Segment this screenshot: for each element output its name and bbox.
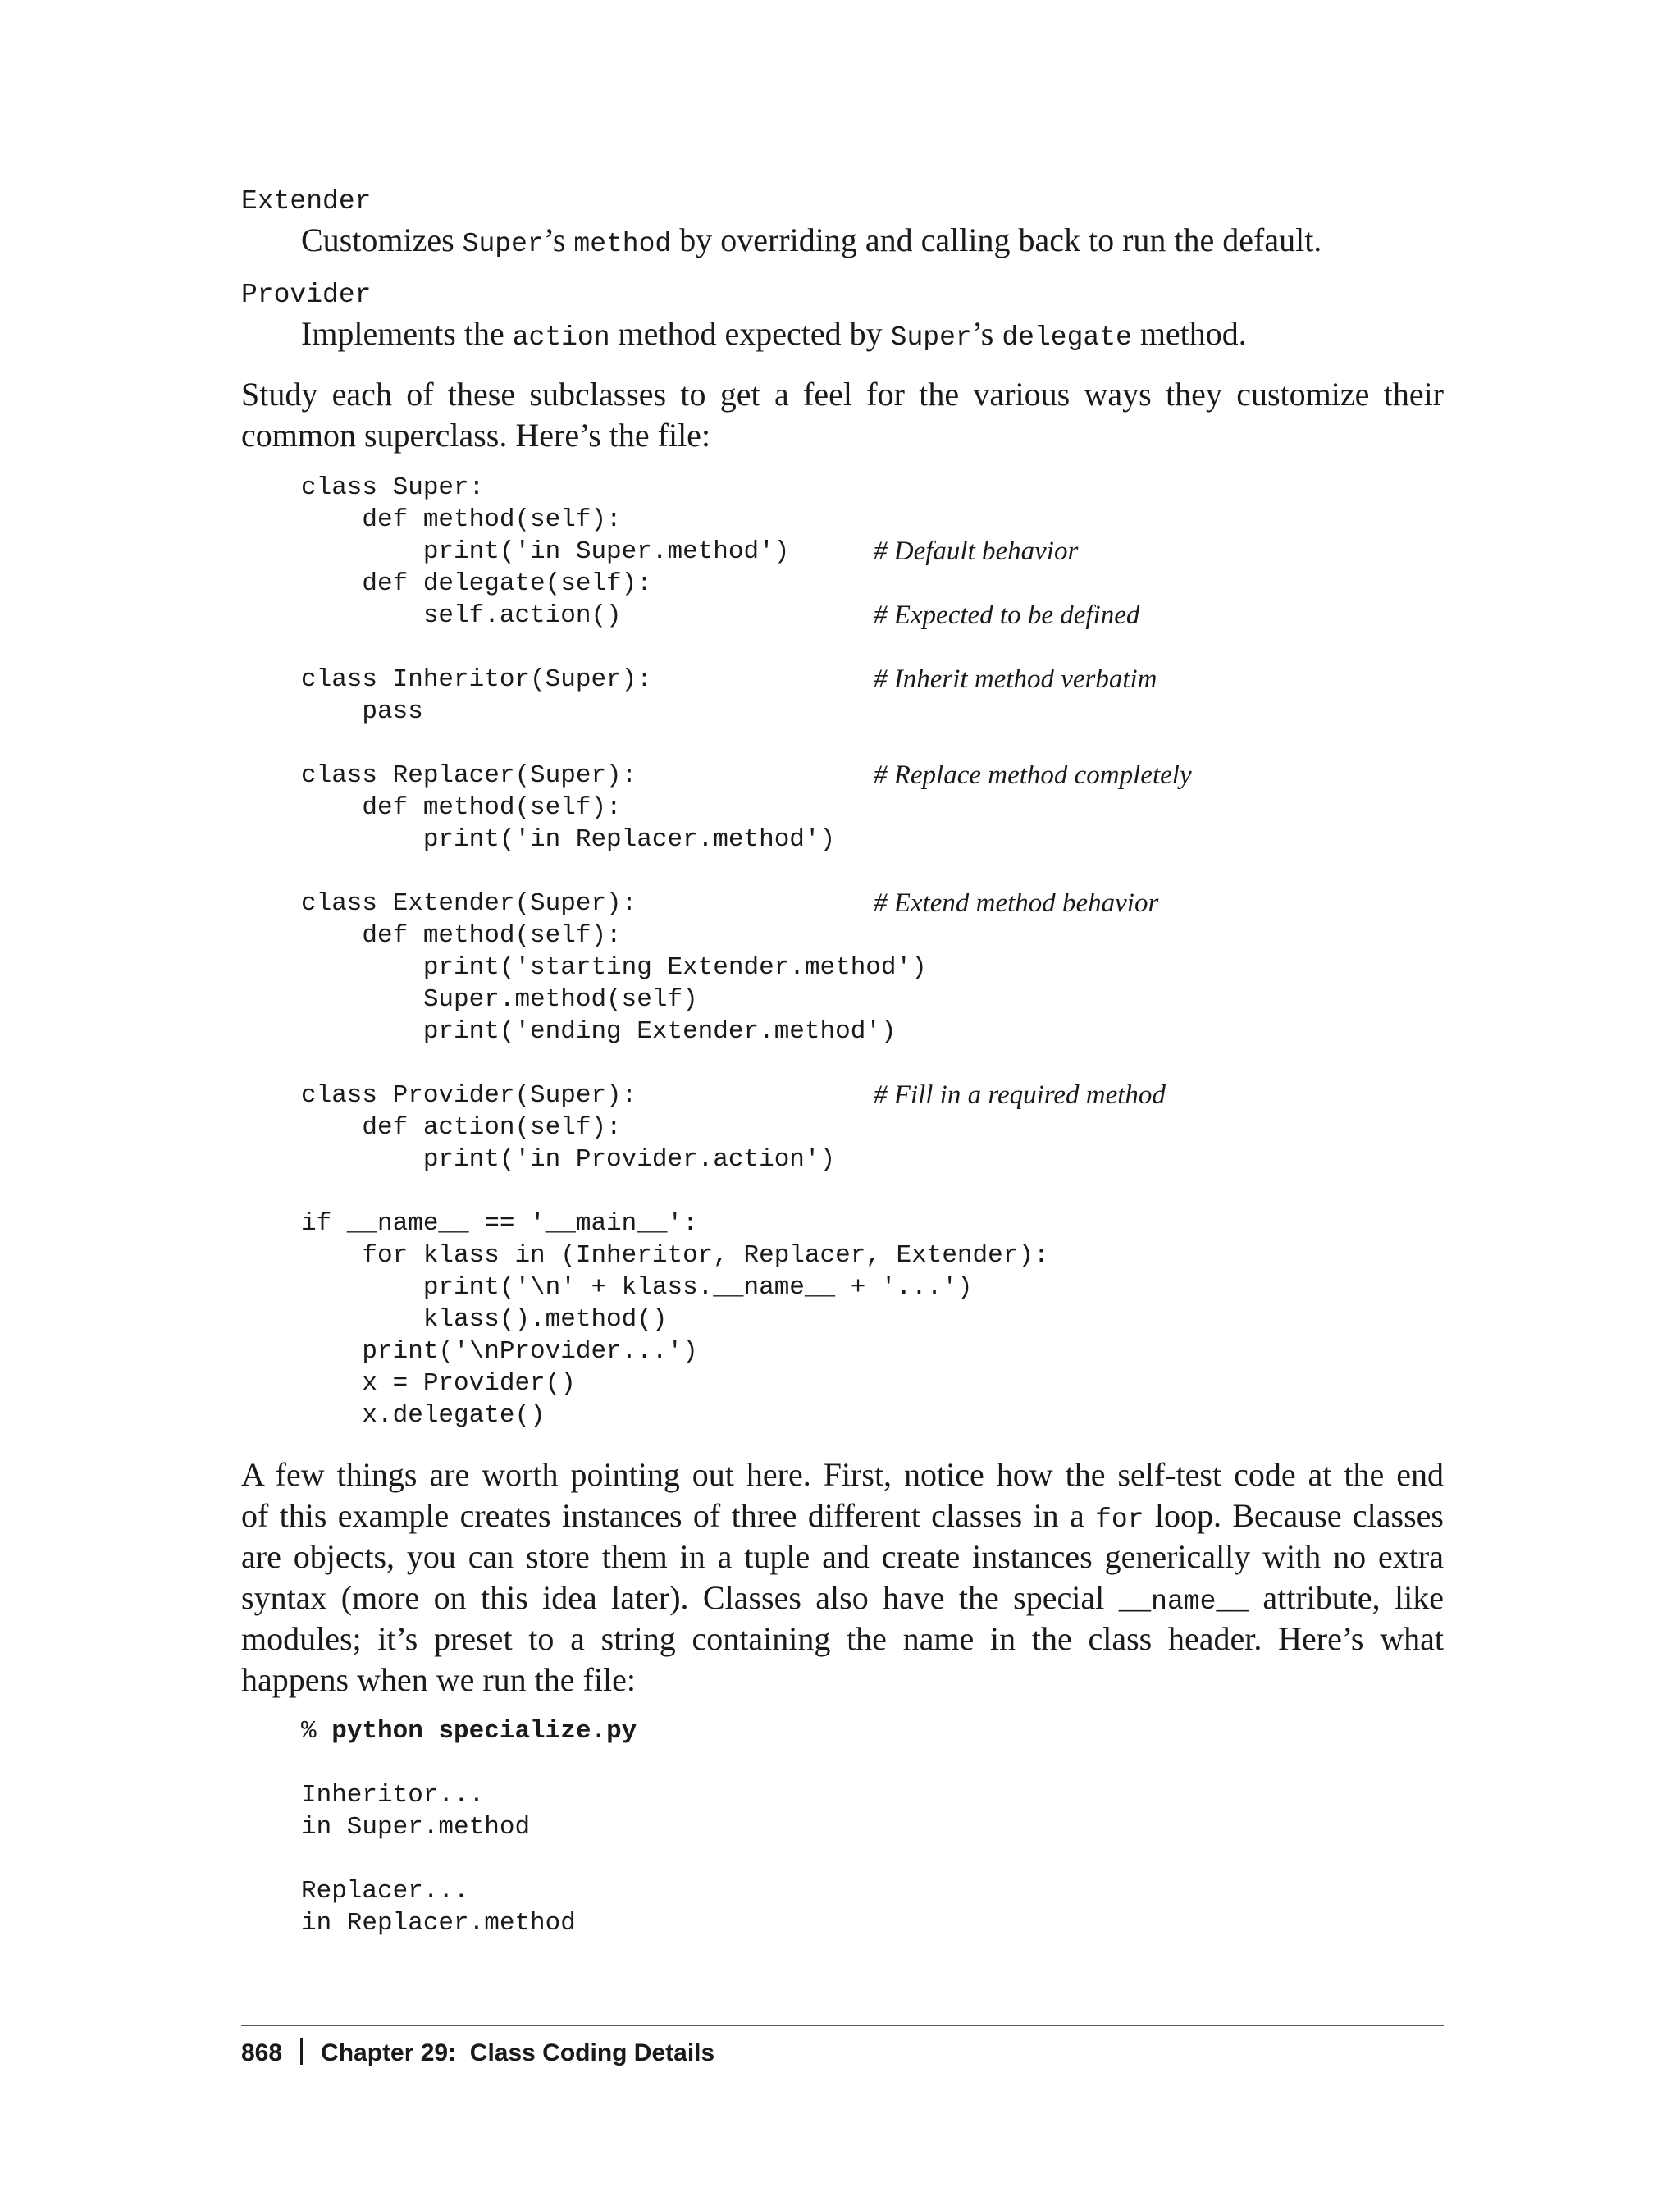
terminal-output-line: in Replacer.method <box>301 1909 576 1938</box>
code-line: x = Provider() <box>301 1369 576 1398</box>
paragraph-line <box>241 1577 1444 1618</box>
code-line: class Super: <box>301 473 485 502</box>
code-line: print('starting Extender.method') <box>301 953 927 982</box>
definition-text-part: ’s <box>543 221 574 258</box>
inline-code: Super <box>890 322 972 353</box>
paragraph-line <box>241 1659 1444 1701</box>
inline-code: Super <box>462 229 544 259</box>
paragraph-text: of this example creates instances of three different classes in a <box>241 1497 1096 1534</box>
code-line: def action(self): <box>301 1113 622 1142</box>
page-footer <box>241 2037 714 2070</box>
code-line: print('in Super.method') <box>301 537 790 566</box>
paragraph-text: loop. Because classes <box>1144 1497 1444 1534</box>
definition-text-provider <box>301 313 1247 358</box>
definition-text-part: by overriding and calling back to run the default. <box>671 221 1322 258</box>
definition-term-provider: Provider <box>241 280 372 310</box>
definition-text-part: method expected by <box>609 315 891 352</box>
definition-term-extender: Extender <box>241 186 372 217</box>
footer-separator <box>300 2038 303 2065</box>
code-line: class Inheritor(Super): <box>301 665 652 694</box>
code-line: class Extender(Super): <box>301 889 637 918</box>
code-line: def method(self): <box>301 921 622 950</box>
definition-text-extender <box>301 220 1322 265</box>
terminal-prompt: % <box>301 1717 332 1746</box>
code-line: print('ending Extender.method') <box>301 1017 897 1046</box>
paragraph-line <box>241 1454 1444 1495</box>
terminal-command-line <box>301 1715 637 1747</box>
code-comment: # Default behavior <box>874 536 1079 566</box>
code-line: self.action() <box>301 601 622 630</box>
body-paragraph <box>241 1454 1444 1701</box>
code-comment: # Inherit method verbatim <box>874 664 1157 694</box>
code-line: Super.method(self) <box>301 985 698 1014</box>
inline-code: method <box>573 229 672 259</box>
code-comment: # Extend method behavior <box>874 888 1159 918</box>
code-line: class Replacer(Super): <box>301 761 637 790</box>
terminal-command: python specialize.py <box>331 1717 637 1746</box>
code-line: def method(self): <box>301 793 622 822</box>
chapter-title: Chapter 29: Class Coding Details <box>321 2039 715 2066</box>
code-line: print('in Replacer.method') <box>301 825 836 854</box>
inline-code: for <box>1095 1504 1144 1535</box>
code-line: def method(self): <box>301 505 622 534</box>
code-line: class Provider(Super): <box>301 1081 637 1110</box>
definition-text-part: ’s <box>971 315 1002 352</box>
code-line: pass <box>301 697 423 726</box>
page-number: 868 <box>241 2039 283 2066</box>
code-line: klass().method() <box>301 1305 668 1334</box>
code-comment: # Replace method completely <box>874 760 1192 790</box>
code-line: print('\n' + klass.__name__ + '...') <box>301 1273 973 1302</box>
code-line: for klass in (Inheritor, Replacer, Extender): <box>301 1241 1049 1270</box>
definition-text-part: Customizes <box>301 221 463 258</box>
inline-code: __name__ <box>1118 1586 1249 1617</box>
paragraph-text: happens when we run the file: <box>241 1661 636 1698</box>
paragraph-text: modules; it’s preset to a string containing the name in the class header. Here’s what <box>241 1620 1444 1657</box>
paragraph-text: syntax (more on this idea later). Classes also have the special <box>241 1579 1119 1616</box>
intro-paragraph <box>241 374 1444 456</box>
code-line: if __name__ == '__main__': <box>301 1209 698 1238</box>
code-line: print('in Provider.action') <box>301 1145 836 1174</box>
paragraph-line: Study each of these subclasses to get a feel for the various ways they customize their <box>241 376 1444 413</box>
paragraph-line <box>241 1495 1444 1536</box>
paragraph-text: A few things are worth pointing out here. First, notice how the self-test code at the end <box>241 1456 1444 1493</box>
terminal-output-line: Inheritor... <box>301 1781 485 1810</box>
footer-rule <box>241 2025 1444 2026</box>
code-comment: # Expected to be defined <box>874 600 1140 630</box>
code-line: x.delegate() <box>301 1401 546 1430</box>
terminal-output-line: Replacer... <box>301 1877 469 1906</box>
inline-code: action <box>512 322 610 353</box>
code-line: def delegate(self): <box>301 569 652 598</box>
code-comment: # Fill in a required method <box>874 1080 1166 1110</box>
paragraph-text: are objects, you can store them in a tuple and create instances generically with no extra <box>241 1538 1444 1575</box>
paragraph-line <box>241 1536 1444 1577</box>
definition-text-part: Implements the <box>301 315 513 352</box>
paragraph-line <box>241 1618 1444 1659</box>
paragraph-line: common superclass. Here’s the file: <box>241 417 711 454</box>
inline-code: delegate <box>1002 322 1132 353</box>
terminal-output-line: in Super.method <box>301 1813 531 1842</box>
definition-text-part: method. <box>1131 315 1247 352</box>
code-line: print('\nProvider...') <box>301 1337 698 1366</box>
paragraph-text: attribute, like <box>1249 1579 1445 1616</box>
